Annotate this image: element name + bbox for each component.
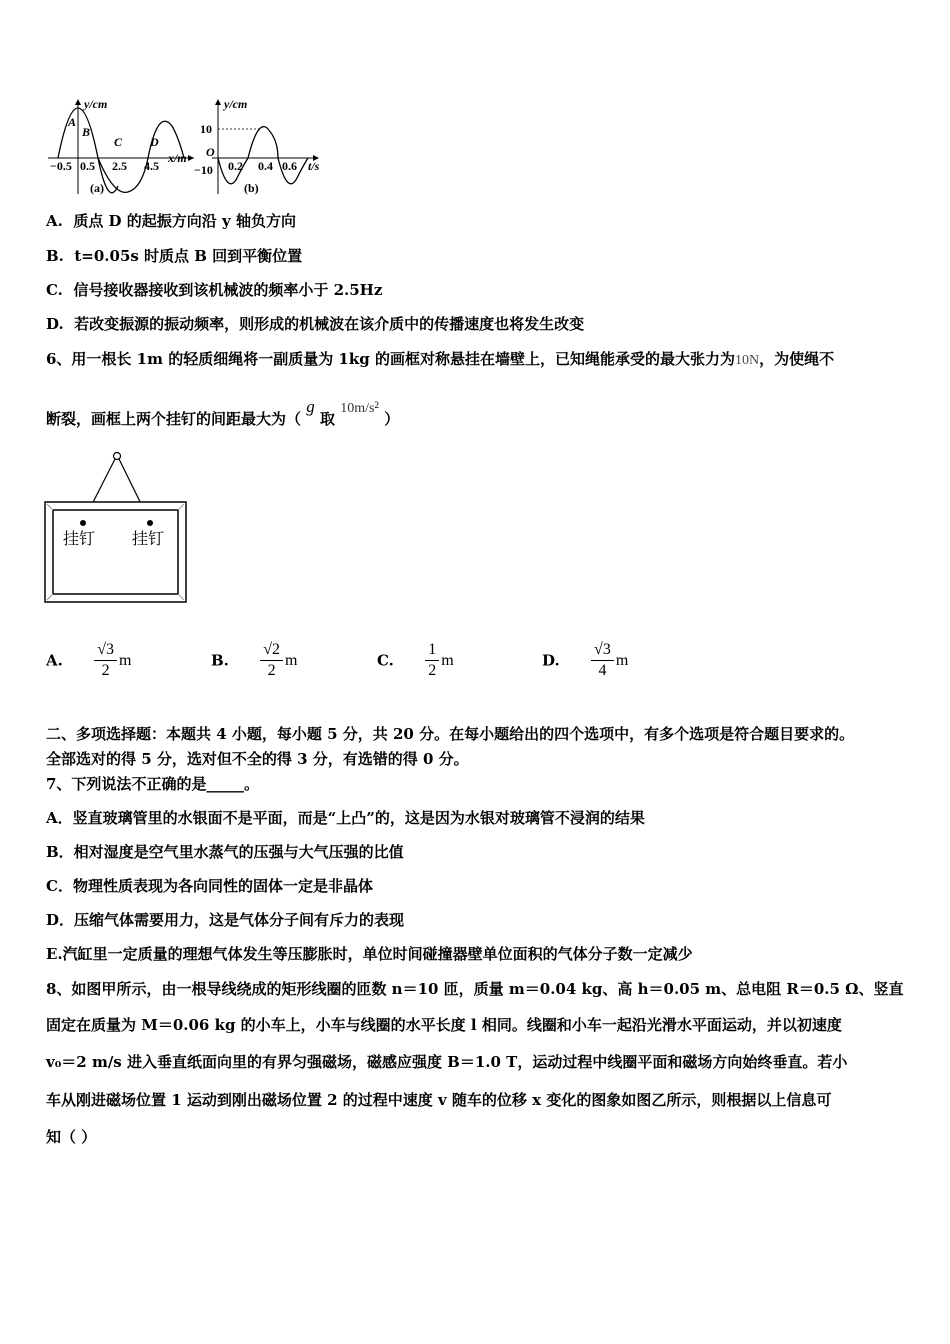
wave-b-t-tick-3: 0.6 [282,159,297,173]
q6-stem-line1: 6、用一根长 1m 的轻质细绳将一副质量为 1kg 的画框对称悬挂在墙壁上，已知绳能承受的最大张力为10N，为使绳不 [46,350,835,368]
wave-b-y-tick-bottom: −10 [194,163,213,177]
q6-stem-line2: 断裂，画框上两个挂钉的间距最大为（ g 取 $10m/s^2$ ） [46,397,400,428]
nail-label-left: 挂钉 [63,531,96,548]
wave-figure [44,96,334,198]
wave-a-caption: (a) [90,181,104,195]
wave-b-y-label: y/cm [224,97,248,111]
q6-option-a: A. $\frac{√3}{2}$ m [46,641,132,679]
q7-option-b: B．相对湿度是空气里水蒸气的压强与大气压强的比值 [46,843,404,861]
wave-graph-b [194,97,320,195]
wave-a-tick-4: 4.5 [144,159,159,173]
wave-graph-a [48,97,194,195]
section2-intro-line1: 二、多项选择题：本题共 4 小题，每小题 5 分，共 20 分。在每小题给出的四个选项中，有多个选项是符合题目要求的。 [46,725,855,743]
wave-a-tick-1: −0.5 [50,159,72,173]
q5-option-c: C. 信号接收器接收到该机械波的频率小于 2.5Hz [46,281,383,299]
wave-b-t-tick-1: 0.2 [228,159,243,173]
q8-stem-line2: 固定在质量为 M＝0.06 kg 的小车上，小车与线圈的水平长度 l 相同。线圈和小车一起沿光滑水平面运动，并以初速度 [46,1016,842,1034]
q8-stem-line1: 8、如图甲所示，由一根导线绕成的矩形线圈的匝数 n＝10 匝，质量 m＝0.04 kg、高 h＝0.05 m、总电阻 R＝0.5 Ω、竖直 [46,980,904,998]
q6-option-d: D. $\frac{√3}{4}$ m [542,641,629,679]
q7-option-c: C．物理性质表现为各向同性的固体一定是非晶体 [46,877,373,895]
wave-b-t-tick-2: 0.4 [258,159,273,173]
wave-a-point-c: C [114,135,123,149]
q8-stem-line4: 车从刚进磁场位置 1 运动到刚出磁场位置 2 的过程中速度 v 随车的位移 x 变化的图象如图乙所示，则根据以上信息可 [46,1091,832,1109]
wave-a-point-b: B [82,125,91,139]
wave-a-y-label: y/cm [84,97,108,111]
q6-option-b: B. $\frac{√2}{2}$ m [211,641,298,679]
picture-frame-figure [44,450,190,606]
q8-stem-line5: 知（ ） [46,1128,97,1146]
wave-b-origin: O [206,145,215,159]
wave-a-tick-2: 0.5 [80,159,95,173]
wave-b-caption: (b) [244,181,259,195]
nail-label-right: 挂钉 [132,531,165,548]
wave-a-x-label: x/m [168,151,187,165]
q7-option-e: E.汽缸里一定质量的理想气体发生等压膨胀时，单位时间碰撞器壁单位面积的气体分子数一定减少 [46,945,693,963]
q8-stem-line3: v₀＝2 m/s 进入垂直纸面向里的有界匀强磁场，磁感应强度 B＝1.0 T，运动过程中线圈平面和磁场方向始终垂直。若小 [46,1053,848,1071]
q7-option-d: D．压缩气体需要用力，这是气体分子间有斥力的表现 [46,911,405,929]
q7-option-a: A．竖直玻璃管里的水银面不是平面，而是“上凸”的，这是因为水银对玻璃管不浸润的结果 [46,809,645,827]
wave-b-y-tick-top: 10 [200,122,212,136]
wave-a-point-a: A [68,115,77,129]
q5-option-d: D. 若改变振源的振动频率，则形成的机械波在该介质中的传播速度也将发生改变 [46,315,585,333]
wave-a-tick-3: 2.5 [112,159,127,173]
q6-option-c: C. $\frac{1}{2}$ m [377,641,454,679]
q5-option-b: B. t=0.05s 时质点 B 回到平衡位置 [46,247,303,265]
section2-intro-line2: 全部选对的得 5 分，选对但不全的得 3 分，有选错的得 0 分。 [46,750,469,768]
wave-b-x-label: t/s [308,159,320,173]
q7-stem: 7、下列说法不正确的是_____。 [46,775,259,793]
wave-a-point-d: D [150,135,159,149]
q5-option-a: A. 质点 D 的起振方向沿 y 轴负方向 [46,212,296,230]
